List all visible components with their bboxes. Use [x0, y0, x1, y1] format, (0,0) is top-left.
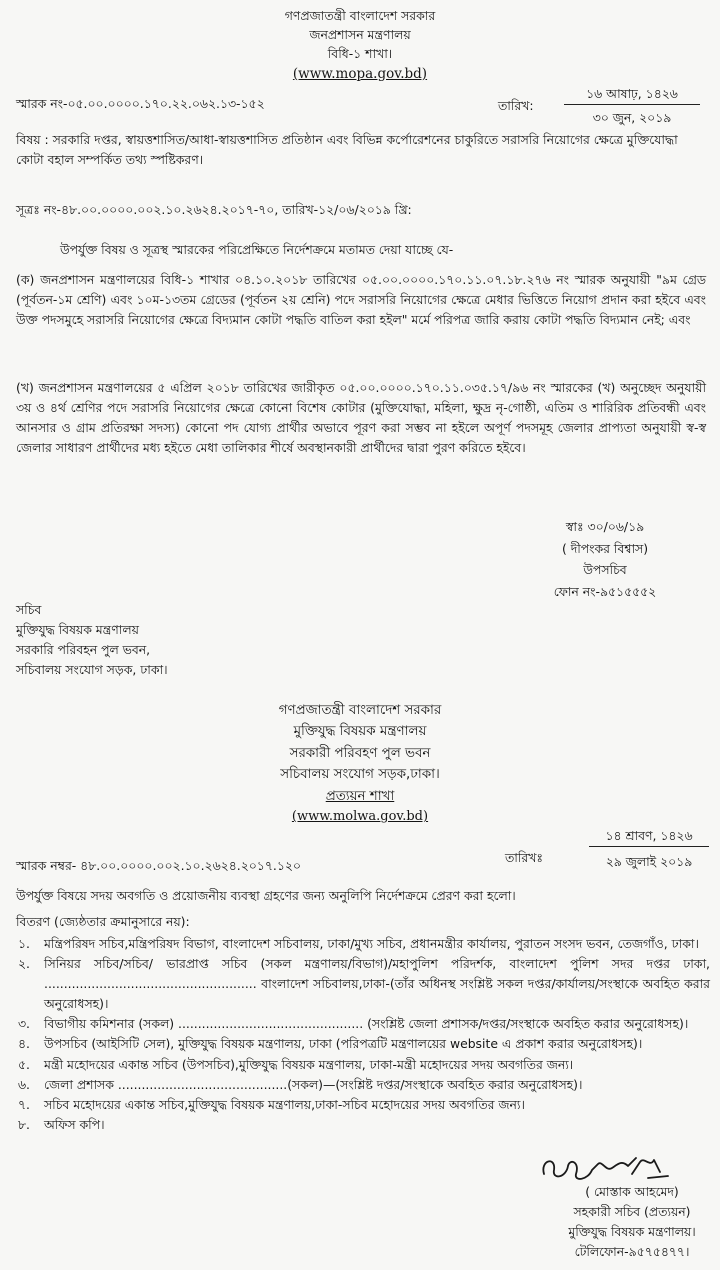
letter1-recipient	[16, 600, 168, 679]
list-item	[16, 1014, 710, 1034]
item-number: ৬.	[18, 1076, 30, 1092]
item-number: ৮.	[18, 1116, 30, 1132]
date-bangla: ১৬ আষাঢ়, ১৪২৬	[564, 84, 700, 105]
ministry-title: জনপ্রশাসন মন্ত্রণালয়	[309, 27, 411, 43]
item-text: সচিব মহোদয়ের একান্ত সচিব,মুক্তিযুদ্ধ বিষয়ক মন্ত্রণালয়,ঢাকা-সচিব মহোদয়ের সদয় অবগতির জন্য।	[44, 1096, 525, 1112]
recipient-line: মুক্তিযুদ্ধ বিষয়ক মন্ত্রণালয়	[16, 621, 139, 637]
item-text: উপসচিব (আইসিটি সেল), মুক্তিযুদ্ধ বিষয়ক মন্ত্রণালয়, ঢাকা (পরিপত্রটি মন্ত্রণালয়ের website এ প্রকাশ করার অনুরোধসহ)।	[44, 1036, 643, 1052]
letter2-forward-note: উপর্যুক্ত বিষয়ে সদয় অবগতি ও প্রয়োজনীয় ব্যবস্থা গ্রহণের জন্য অনুলিপি নির্দেশক্রমে প্রেরণ করা হলো।	[16, 888, 516, 903]
signed-date: স্বাঃ ৩০/০৬/১৯	[565, 519, 645, 534]
distribution-title: বিতরণ (জ্যেষ্ঠতার ক্রমানুসারে নয়):	[16, 914, 190, 929]
paragraph-ka: (ক) জনপ্রশাসন মন্ত্রণালয়ের বিধি-১ শাখার ০৪.১০.২০১৮ তারিখের ০৫.০০.০০০০.১৭০.১১.০৭.১৮.২৭৬ নং স্মারক অনুযায়ী "৯ম গ্রেড (পূর্বতন-১ম শ্রেণি) এবং ১০ম-১৩তম গ্রেডের (পূর্বতন ২য় শ্রেনি) পদে সরাসরি নিয়োগের ক্ষেত্রে মেধার ভিত্তিতে নিয়োগ প্রদান করা হইবে এবং উক্ত পদসমুহে সরাসরি নিয়োগের ক্ষেত্রে বিদ্যমান কোটা পদ্ধতি বাতিল করা হইল" মর্মে পরিপত্র জারি করায় কোটা পদ্ধতি বিদ্যমান নেই; এবং	[16, 272, 706, 328]
recipient-line: সচিবালয় সংযোগ সড়ক, ঢাকা।	[16, 661, 168, 677]
ministry-title: মুক্তিযুদ্ধ বিষয়ক মন্ত্রণালয়	[293, 724, 427, 740]
signatory-name: ( দীপংকর বিশ্বাস)	[561, 540, 649, 556]
list-item	[16, 1095, 710, 1115]
ministry-website[interactable]: (www.mopa.gov.bd)	[292, 65, 428, 82]
address-title: সচিবালয় সংযোগ সড়ক,ঢাকা।	[280, 767, 440, 783]
signatory-phone: টেলিফোন-৯৫৭৫৪৭৭।	[574, 1243, 690, 1259]
date-gregorian: ২৯ জুলাই ২০১৯	[605, 854, 693, 869]
item-text: অফিস কপি।	[44, 1116, 105, 1132]
signatory-designation: সহকারী সচিব (প্রত্যয়ন)	[573, 1203, 691, 1219]
letter2-memo-number: স্মারক নম্বর- ৪৮.০০.০০০০.০০২.১০.২৬২৪.২০১৭.১২০	[16, 858, 301, 873]
letter1-header	[0, 6, 720, 85]
item-text: জেলা প্রশাসক ...........................................(সকল)—(সংশ্লিষ্ট দপ্তর/সংস্থাকে অবহিত করার অনুরোধসহ)।	[44, 1076, 583, 1092]
list-item	[16, 934, 710, 954]
letter1-subject: বিষয় : সরকারি দপ্তর, স্বায়ত্তশাসিত/আধা-স্বায়ত্তশাসিত প্রতিষ্ঠান এবং বিভিন্ন কর্পোরেশনের চাকুরিতে সরাসরি নিয়োগের ক্ষেত্রে মুক্তিযোদ্ধা কোটা বহাল সম্পর্কিত তথ্য স্পষ্টিকরণ।	[16, 132, 678, 168]
branch-title: বিধি-১ শাখা।	[327, 46, 393, 62]
item-text: সিনিয়র সচিব/সচিব/ ভারপ্রাপ্ত সচিব (সকল মন্ত্রণালয়/বিভাগ)/মহাপুলিশ পরিদর্শক, বাংলাদেশ পুলিশ সদর দপ্তর ঢাকা, ...................................................... বাংলাদেশ সচিবালয়,ঢাকা-(তাঁর অধিনস্থ সংশ্লিষ্ট সকল দপ্তর/কার্যালয়/সংস্থাকে অবহিত করার অনুরোধসহ)।	[44, 956, 710, 1012]
branch-title: প্রত্যয়ন শাখা	[325, 788, 395, 804]
govt-title: গণপ্রজাতন্ত্রী বাংলাদেশ সরকার	[278, 703, 442, 718]
letter1-signature-block	[520, 516, 690, 603]
list-item	[16, 1075, 710, 1095]
letter1-memo-number: স্মারক নং-০৫.০০.০০০০.১৭০.২২.০৬২.১৩-১৫২	[16, 96, 265, 111]
ministry-website[interactable]: (www.molwa.gov.bd)	[291, 809, 429, 825]
list-item	[16, 1115, 710, 1135]
distribution-list	[16, 934, 710, 1135]
recipient-line: সরকারি পরিবহন পুল ভবন,	[16, 641, 151, 657]
item-number: ৪.	[18, 1036, 30, 1052]
paragraph-kha: (খ) জনপ্রশাসন মন্ত্রণালয়ের ৫ এপ্রিল ২০১৮ তারিখের জারীকৃত ০৫.০০.০০০০.১৭০.১১.০৩৫.১৭/৯৬ নং স্মারকের (খ) অনুচ্ছেদ অনুযায়ী ৩য় ও ৪র্থ শ্রেণির পদে সরাসরি নিয়োগের ক্ষেত্রে কোনো বিশেষ কোটার (মুক্তিযোদ্ধা, মহিলা, ক্ষুদ্র নৃ-গোষ্ঠী, এতিম ও শারিরিক প্রতিবন্ধী এবং আনসার ও গ্রাম প্রতিরক্ষা সদস্য) কোনো পদ যোগ্য প্রার্থীর অভাবে পূরণ করা সম্ভব না হইলে অপূর্ণ পদসমূহ জেলার প্রাপ্যতা অনুযায়ী স্ব-স্ব জেলার সাধারণ প্রার্থীদের মধ্য হইতে মেধা তালিকার শীর্ষে অবস্থানকারী প্রার্থীদের দ্বারা পুরণ করিতে হইবে।	[16, 380, 706, 456]
list-item	[16, 954, 710, 1014]
building-title: সরকারী পরিবহণ পুল ভবন	[289, 745, 431, 761]
signatory-name: ( মোস্তাক আহমেদ)	[585, 1184, 679, 1199]
letter2-header	[0, 700, 720, 828]
signatory-designation: উপসচিব	[583, 562, 627, 578]
item-number: ২.	[18, 956, 30, 972]
item-number: ৩.	[18, 1016, 30, 1032]
item-number: ৫.	[18, 1056, 30, 1072]
signatory-phone: ফোন নং-৯৫১৫৫৫২	[553, 584, 657, 600]
letter1-reference: সূত্রঃ নং-৪৮.০০.০০০০.০০২.১০.২৬২৪.২০১৭-৭০, তারিখ-১২/০৬/২০১৯ খ্রি:	[16, 202, 412, 217]
date-bangla: ১৪ শ্রাবণ, ১৪২৬	[589, 826, 709, 847]
item-text: মন্ত্রী মহোদয়ের একান্ত সচিব (উপসচিব),মুক্তিযুদ্ধ বিষয়ক মন্ত্রণালয়, ঢাকা-মন্ত্রী মহোদয়ের সদয় অবগতির জন্য।	[44, 1056, 574, 1072]
date-gregorian: ৩০ জুন, ২০১৯	[592, 110, 672, 125]
list-item	[16, 1034, 710, 1054]
item-number: ১.	[18, 936, 30, 951]
item-text: বিভাগীয় কমিশনার (সকল) ............................................... (সংশ্লিষ্ট জেলা প্রশাসক/দপ্তর/সংস্থাকে অবহিত করার অনুরোধসহ)।	[44, 1016, 689, 1032]
govt-title: গণপ্রজাতন্ত্রী বাংলাদেশ সরকার	[284, 8, 436, 23]
date-label: তারিখ:	[498, 98, 534, 113]
recipient-line: সচিব	[16, 602, 42, 617]
item-text: মন্ত্রিপরিষদ সচিব,মন্ত্রিপরিষদ বিভাগ, বাংলাদেশ সচিবালয়, ঢাকা/মুখ্য সচিব, প্রধানমন্ত্রীর কার্যালয়, পুরাতন সংসদ ভবন, তেজগাঁও, ঢাকা।	[44, 936, 699, 951]
item-number: ৭.	[18, 1096, 30, 1112]
letter2-signature-block	[546, 1182, 718, 1261]
signatory-ministry: মুক্তিযুদ্ধ বিষয়ক মন্ত্রণালয়।	[568, 1223, 696, 1239]
list-item	[16, 1055, 710, 1075]
letter1-intro: উপর্যুক্ত বিষয় ও সূত্রস্থ স্মারকের পরিপ্রেক্ষিতে নির্দেশক্রমে মতামত দেয়া যাচ্ছে যে-	[60, 242, 454, 257]
date-label: তারিখঃ	[505, 850, 543, 865]
